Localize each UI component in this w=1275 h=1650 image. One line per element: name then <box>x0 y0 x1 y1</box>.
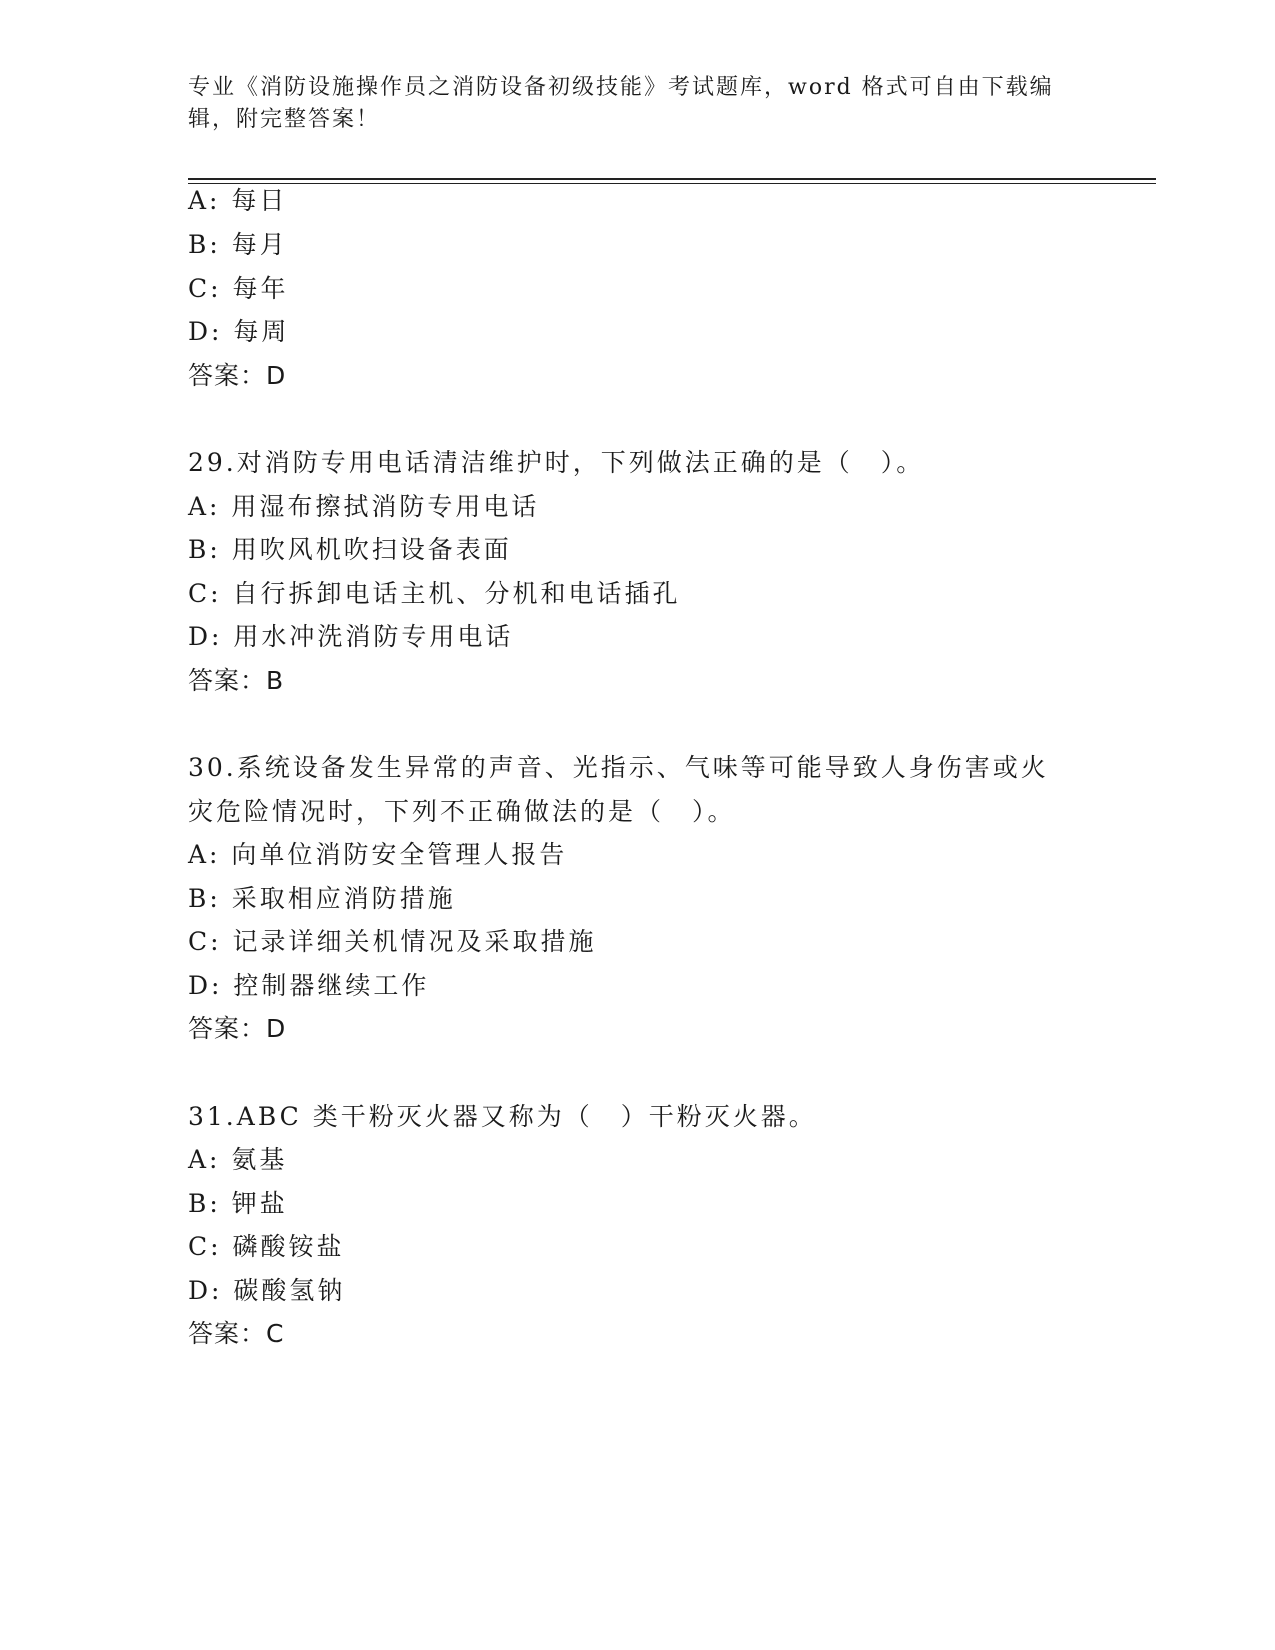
q31-option-a: A: 氨基 <box>188 1145 288 1174</box>
header-rule-thick <box>188 178 1156 180</box>
q29-stem: 29.对消防专用电话清洁维护时，下列做法正确的是（ ）。 <box>188 448 925 477</box>
q28-option-d: D: 每周 <box>188 317 290 346</box>
q28-option-b: B: 每月 <box>188 230 288 259</box>
q30-option-d: D: 控制器继续工作 <box>188 971 430 1000</box>
q30-option-c: C: 记录详细关机情况及采取措施 <box>188 927 597 956</box>
q30-option-b: B: 采取相应消防措施 <box>188 884 456 913</box>
q31-option-c: C: 磷酸铵盐 <box>188 1232 345 1261</box>
q30-stem-line-1: 30.系统设备发生异常的声音、光指示、气味等可能导致人身伤害或火 <box>188 753 1049 782</box>
q28-answer: 答案：D <box>188 361 287 390</box>
header-line-1: 专业《消防设施操作员之消防设备初级技能》考试题库，word 格式可自由下载编 <box>188 75 1054 100</box>
q30-stem-line-2: 灾危险情况时，下列不正确做法的是（ ）。 <box>188 797 736 826</box>
q29-option-b: B: 用吹风机吹扫设备表面 <box>188 535 512 564</box>
q30-answer: 答案：D <box>188 1014 287 1043</box>
q31-answer: 答案：C <box>188 1319 285 1348</box>
q30-option-a: A: 向单位消防安全管理人报告 <box>188 840 568 869</box>
q29-option-c: C: 自行拆卸电话主机、分机和电话插孔 <box>188 579 681 608</box>
q28-option-a: A: 每日 <box>188 186 288 215</box>
q29-option-a: A: 用湿布擦拭消防专用电话 <box>188 492 540 521</box>
header-line-2: 辑，附完整答案！ <box>188 107 381 132</box>
q28-option-c: C: 每年 <box>188 274 289 303</box>
q31-option-d: D: 碳酸氢钠 <box>188 1276 346 1305</box>
document-header <box>188 72 1068 136</box>
q31-option-b: B: 钾盐 <box>188 1189 288 1218</box>
q31-stem: 31.ABC 类干粉灭火器又称为（ ）干粉灭火器。 <box>188 1102 817 1131</box>
header-rule-thin <box>188 183 1156 184</box>
q29-option-d: D: 用水冲洗消防专用电话 <box>188 622 514 651</box>
q29-answer: 答案：B <box>188 666 285 695</box>
